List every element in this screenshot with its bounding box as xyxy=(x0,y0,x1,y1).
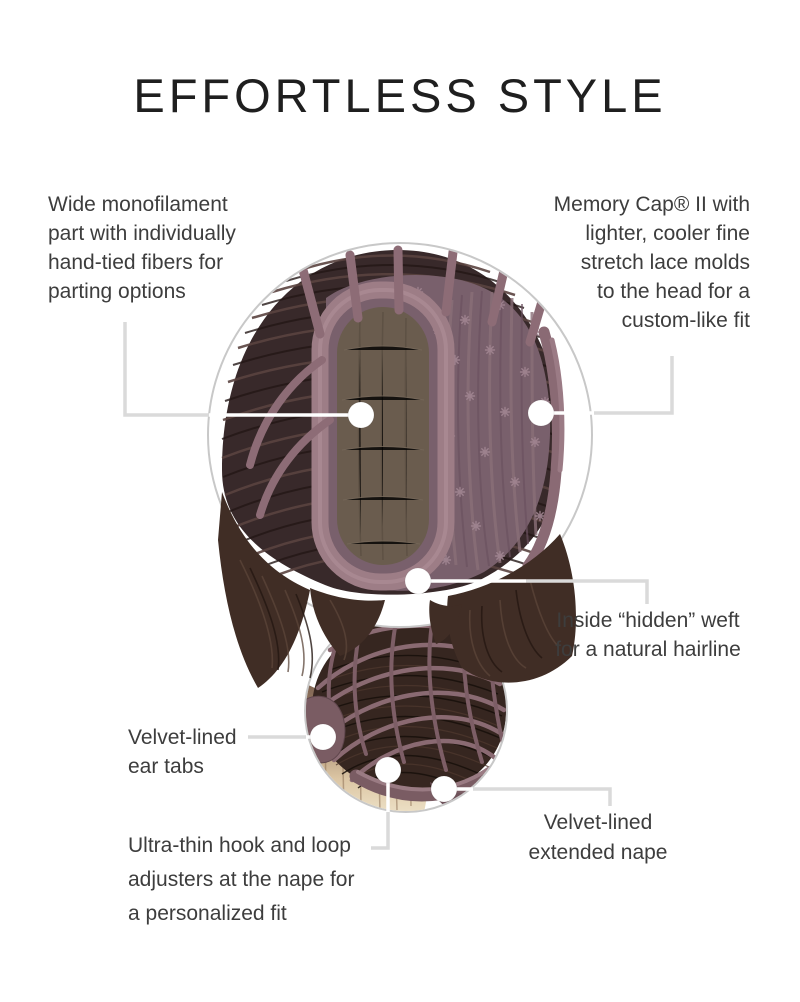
connector-monofilament-outer xyxy=(125,322,209,415)
connector-nape-outer xyxy=(473,789,610,806)
callout-line: Velvet-lined xyxy=(128,726,237,749)
callout-line: a personalized fit xyxy=(128,902,287,925)
callout-line: part with individually xyxy=(48,222,236,245)
callout-line: for a natural hairline xyxy=(555,638,741,661)
callout-line: hand-tied fibers for xyxy=(48,251,224,274)
callout-line: extended nape xyxy=(528,841,668,864)
callout-dot-weft xyxy=(405,568,431,594)
callout-dot-adjuster xyxy=(375,757,401,783)
callout-monofilament-part xyxy=(48,190,278,306)
callout-dot-monofilament xyxy=(348,402,374,428)
callout-ear-tabs xyxy=(128,723,268,781)
connector-memorycap-outer xyxy=(594,356,672,413)
callout-line: to the head for a xyxy=(597,280,750,303)
callout-hidden-weft xyxy=(538,606,758,664)
callout-dot-memorycap xyxy=(528,400,554,426)
callout-line: adjusters at the nape for xyxy=(128,868,355,891)
page-title: EFFORTLESS STYLE xyxy=(133,69,667,122)
callout-line: stretch lace molds xyxy=(580,251,750,274)
callout-nape-adjusters xyxy=(128,829,378,931)
callout-memory-cap xyxy=(510,190,750,335)
callout-line: Memory Cap® II with xyxy=(553,193,750,216)
callout-extended-nape xyxy=(518,808,678,868)
callout-line: Wide monofilament xyxy=(48,193,228,216)
callout-line: Ultra-thin hook and loop xyxy=(128,834,351,857)
callout-dot-nape xyxy=(431,776,457,802)
callout-line: Velvet-lined xyxy=(543,811,653,834)
callout-line: lighter, cooler fine xyxy=(585,222,750,245)
callout-dot-eartab xyxy=(310,724,336,750)
callout-line: custom-like fit xyxy=(621,309,750,332)
callout-line: ear tabs xyxy=(128,755,204,778)
callout-line: Inside “hidden” weft xyxy=(556,609,740,632)
callout-line: parting options xyxy=(48,280,186,303)
